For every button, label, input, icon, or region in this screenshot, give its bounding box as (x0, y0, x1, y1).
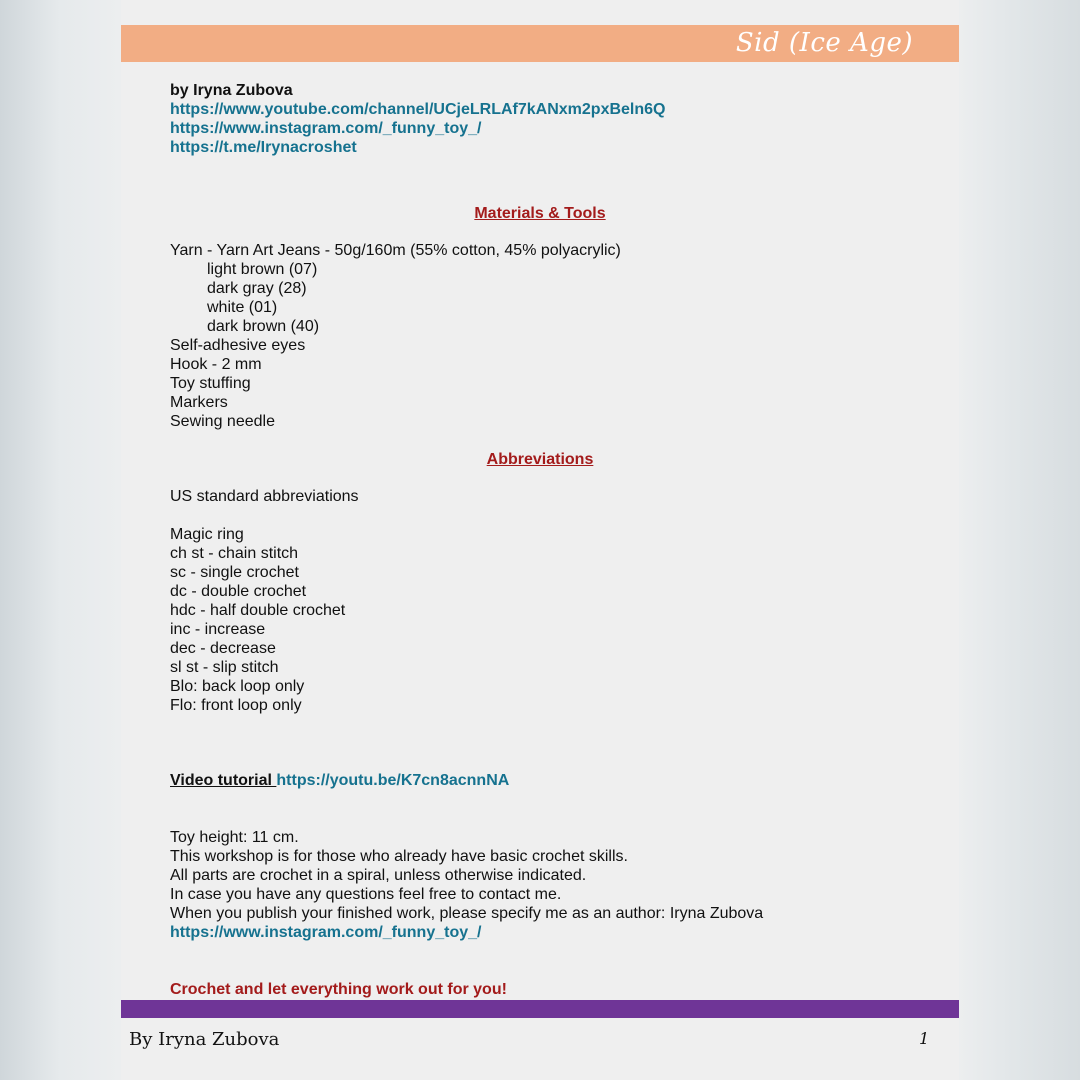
abbreviation-item: dc - double crochet (170, 583, 307, 600)
telegram-link[interactable]: https://t.me/Irynacroshet (170, 139, 357, 156)
abbreviations-intro: US standard abbreviations (170, 488, 359, 505)
abbreviation-item: inc - increase (170, 621, 266, 638)
material-item: Sewing needle (170, 413, 275, 430)
instagram-link[interactable]: https://www.instagram.com/_funny_toy_/ (170, 120, 482, 137)
abbreviation-item: Flo: front loop only (170, 697, 302, 714)
note-line: This workshop is for those who already have basic crochet skills. (170, 848, 628, 865)
material-item: Toy stuffing (170, 375, 251, 392)
yarn-color-item: light brown (07) (207, 261, 318, 278)
abbreviations-heading: Abbreviations (486, 451, 594, 468)
closing-slogan: Crochet and let everything work out for you! (170, 981, 507, 998)
abbreviation-item: dec - decrease (170, 640, 276, 657)
abbreviation-item: hdc - half double crochet (170, 602, 346, 619)
video-tutorial-label: Video tutorial (170, 772, 277, 789)
abbreviation-item: Blo: back loop only (170, 678, 305, 695)
document-body (170, 81, 930, 999)
footer-author: By Iryna Zubova (129, 1029, 280, 1050)
material-item: Markers (170, 394, 228, 411)
note-line: In case you have any questions feel free to contact me. (170, 886, 562, 903)
abbreviation-item: sc - single crochet (170, 564, 299, 581)
header-banner (121, 25, 959, 62)
material-item: Self-adhesive eyes (170, 337, 306, 354)
page-number: 1 (919, 1029, 930, 1048)
yarn-color-item: dark gray (28) (207, 280, 307, 297)
material-item: Hook - 2 mm (170, 356, 262, 373)
yarn-color-item: white (01) (207, 299, 278, 316)
footer-banner (121, 1000, 959, 1018)
abbreviation-item: sl st - slip stitch (170, 659, 279, 676)
abbreviation-item: Magic ring (170, 526, 244, 543)
note-line: All parts are crochet in a spiral, unless otherwise indicated. (170, 867, 587, 884)
author-byline: by Iryna Zubova (170, 82, 293, 99)
notes-instagram-link[interactable]: https://www.instagram.com/_funny_toy_/ (170, 924, 482, 941)
video-tutorial-link[interactable]: https://youtu.be/K7cn8acnnNA (276, 772, 510, 789)
abbreviation-item: ch st - chain stitch (170, 545, 299, 562)
yarn-color-item: dark brown (40) (207, 318, 320, 335)
yarn-line: Yarn - Yarn Art Jeans - 50g/160m (55% cotton, 45% polyacrylic) (170, 242, 621, 259)
materials-heading: Materials & Tools (474, 205, 606, 222)
note-line: Toy height: 11 cm. (170, 829, 299, 846)
video-tutorial-row (170, 771, 930, 790)
youtube-channel-link[interactable]: https://www.youtube.com/channel/UCjeLRLAf7kANxm2pxBeln6Q (170, 101, 666, 118)
document-title: Sid (Ice Age) (735, 28, 913, 58)
note-line: When you publish your finished work, please specify me as an author: Iryna Zubova (170, 905, 764, 922)
